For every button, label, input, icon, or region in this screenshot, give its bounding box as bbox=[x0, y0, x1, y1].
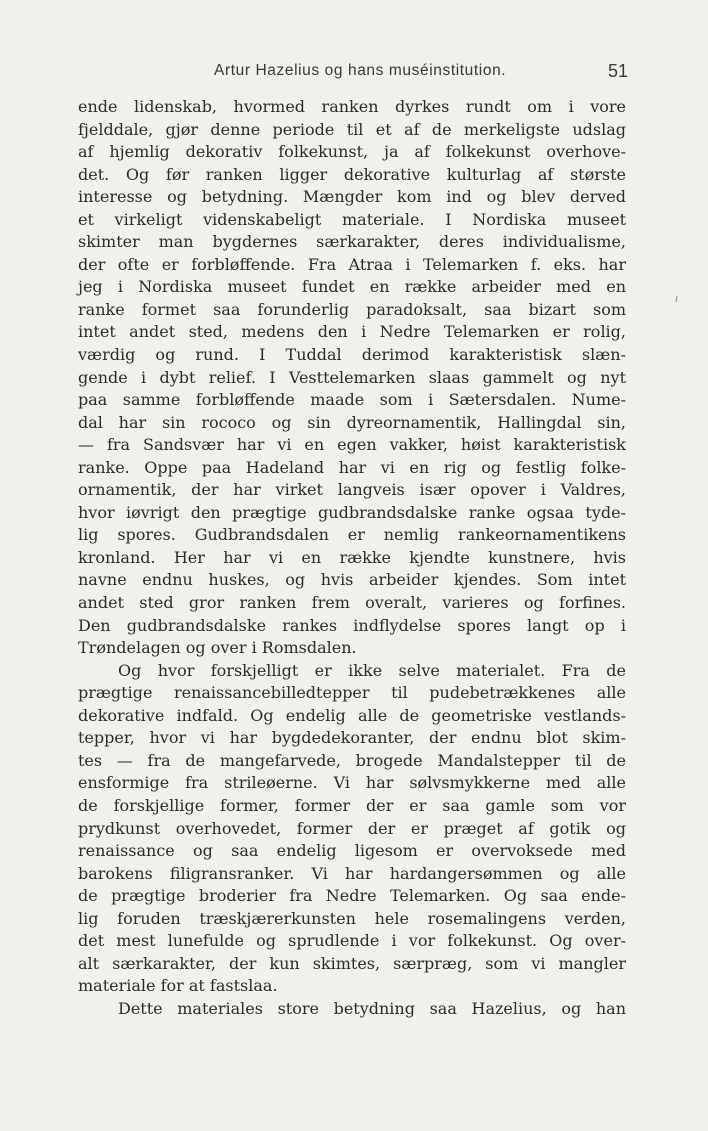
text-line: prægtige renaissancebilledtepper til pudebetrækkenes alle bbox=[78, 683, 626, 703]
text-line: tes — fra de mangefarvede, brogede Mandalstepper til de bbox=[78, 750, 626, 770]
text-line: hvor iøvrigt den prægtige gudbrandsdalske ranke ogsaa tyde- bbox=[78, 502, 626, 522]
text-line: værdig og rund. I Tuddal derimod karakteristisk slæn- bbox=[78, 345, 626, 365]
text-line: gende i dybt relief. I Vesttelemarken slaas gammelt og nyt bbox=[78, 367, 626, 387]
text-line: af hjemlig dekorativ folkekunst, ja af folkekunst overhove- bbox=[78, 142, 626, 162]
text-line: ornamentik, der har virket langveis især opover i Valdres, bbox=[78, 480, 626, 500]
text-line: tepper, hvor vi har bygdedekoranter, der endnu blot skim- bbox=[78, 728, 626, 748]
text-line: andet sted gror ranken frem overalt, varieres og forfines. bbox=[78, 593, 626, 613]
text-line: materiale for at fastslaa. bbox=[78, 976, 278, 996]
text-line: — fra Sandsvær har vi en egen vakker, høist karakteristisk bbox=[78, 435, 626, 455]
running-title: Artur Hazelius og hans muséinstitution. bbox=[214, 62, 507, 79]
text-line: det. Og før ranken ligger dekorative kulturlag af største bbox=[78, 164, 626, 184]
text-line: de prægtige broderier fra Nedre Telemarken. Og saa ende- bbox=[78, 886, 626, 906]
text-line: Trøndelagen og over i Romsdalen. bbox=[78, 638, 357, 658]
text-line: Og hvor forskjelligt er ikke selve materialet. Fra de bbox=[118, 660, 626, 680]
text-line: kronland. Her har vi en række kjendte kunstnere, hvis bbox=[78, 547, 626, 567]
text-line: dal har sin rococo og sin dyreornamentik, Hallingdal sin, bbox=[78, 412, 626, 432]
margin-pencil-mark bbox=[675, 296, 677, 302]
text-line: interesse og betydning. Mængder kom ind og blev derved bbox=[78, 187, 626, 207]
text-line: de forskjellige former, former der er saa gamle som vor bbox=[78, 795, 626, 815]
text-line: dekorative indfald. Og endelig alle de geometriske vestlands- bbox=[78, 705, 626, 725]
text-line: lig foruden træskjærerkunsten hele rosemalingens verden, bbox=[78, 908, 626, 928]
page-header bbox=[214, 62, 628, 86]
text-line: skimter man bygdernes særkarakter, deres individualisme, bbox=[78, 232, 626, 252]
text-line: der ofte er forbløffende. Fra Atraa i Telemarken f. eks. har bbox=[78, 254, 626, 274]
text-line: intet andet sted, medens den i Nedre Telemarken er rolig, bbox=[78, 322, 626, 342]
text-line: barokens filigransranker. Vi har hardangersømmen og alle bbox=[78, 863, 626, 883]
text-line: alt særkarakter, der kun skimtes, særpræg, som vi mangler bbox=[78, 953, 626, 973]
text-line: paa samme forbløffende maade som i Sætersdalen. Nume- bbox=[78, 390, 626, 410]
text-line: ranke formet saa forunderlig paradoksalt, saa bizart som bbox=[78, 299, 626, 319]
text-line: ensformige fra strileøerne. Vi har sølvsmykkerne med alle bbox=[78, 773, 626, 793]
text-line: Dette materiales store betydning saa Hazelius, og han bbox=[118, 998, 626, 1018]
text-line: prydkunst overhovedet, former der er præget af gotik og bbox=[78, 818, 626, 838]
text-line: ranke. Oppe paa Hadeland har vi en rig og festlig folke- bbox=[78, 457, 626, 477]
text-line: Den gudbrandsdalske rankes indflydelse spores langt op i bbox=[78, 615, 626, 635]
body-text bbox=[78, 96, 626, 1020]
text-line: jeg i Nordiska museet fundet en række arbeider med en bbox=[78, 277, 626, 297]
text-line: det mest lunefulde og sprudlende i vor folkekunst. Og over- bbox=[78, 931, 626, 951]
text-line: lig spores. Gudbrandsdalen er nemlig rankeornamentikens bbox=[78, 525, 626, 545]
text-line: navne endnu huskes, og hvis arbeider kjendes. Som intet bbox=[78, 570, 626, 590]
text-line: renaissance og saa endelig ligesom er overvoksede med bbox=[78, 841, 626, 861]
text-line: et virkeligt videnskabeligt materiale. I Nordiska museet bbox=[78, 209, 626, 229]
text-line: ende lidenskab, hvormed ranken dyrkes rundt om i vore bbox=[78, 97, 626, 116]
page-number: 51 bbox=[607, 61, 628, 81]
text-line: fjelddale, gjør denne periode til et af de merkeligste udslag bbox=[78, 119, 626, 139]
